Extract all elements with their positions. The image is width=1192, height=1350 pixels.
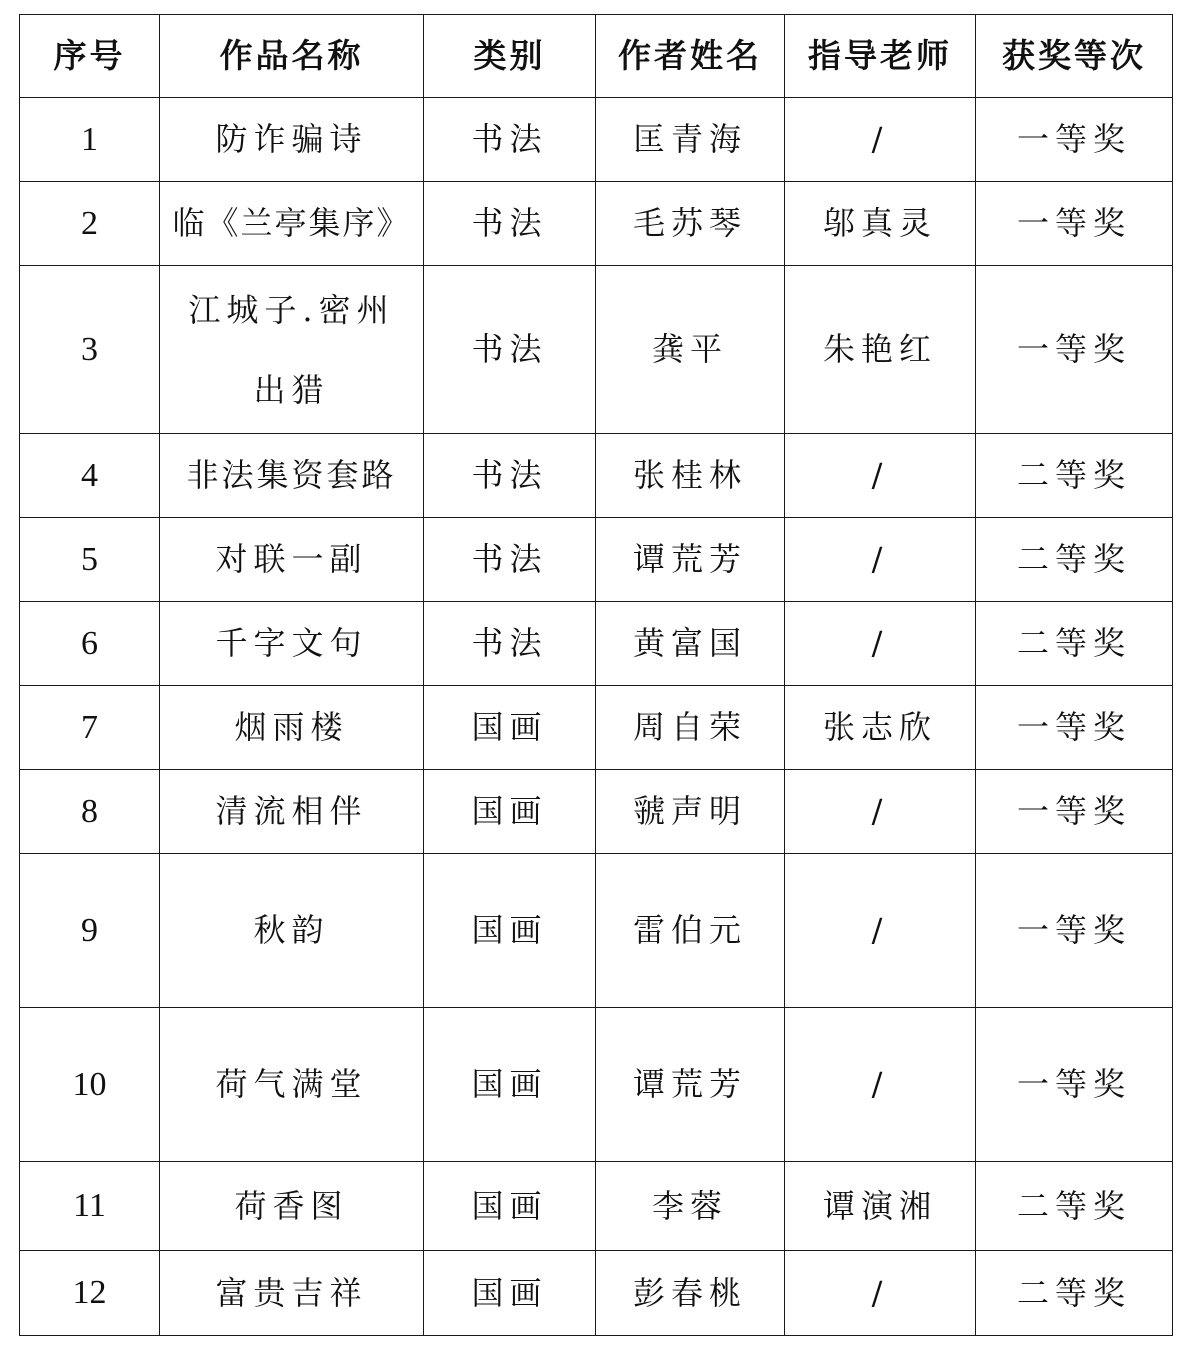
cell-teacher: / [785,602,976,686]
cell-title: 富贵吉祥 [160,1251,424,1336]
header-teacher: 指导老师 [785,15,976,98]
cell-teacher: / [785,434,976,518]
cell-category: 书法 [424,98,596,182]
cell-award: 二等奖 [976,1162,1173,1251]
cell-title: 荷气满堂 [160,1008,424,1162]
header-author: 作者姓名 [596,15,785,98]
cell-author: 黄富国 [596,602,785,686]
cell-award: 二等奖 [976,518,1173,602]
awards-table [19,14,1173,1336]
cell-award: 二等奖 [976,602,1173,686]
cell-no: 10 [20,1008,160,1162]
cell-title: 临《兰亭集序》 [160,182,424,266]
cell-category: 国画 [424,1008,596,1162]
table-row [20,182,1173,266]
cell-no: 7 [20,686,160,770]
cell-author: 毛苏琴 [596,182,785,266]
cell-teacher: / [785,854,976,1008]
cell-category: 国画 [424,686,596,770]
cell-author: 匡青海 [596,98,785,182]
header-award: 获奖等次 [976,15,1173,98]
cell-author: 李蓉 [596,1162,785,1251]
cell-teacher: / [785,1251,976,1336]
cell-author: 谭荒芳 [596,518,785,602]
cell-title: 烟雨楼 [160,686,424,770]
cell-category: 国画 [424,854,596,1008]
cell-category: 国画 [424,770,596,854]
cell-category: 书法 [424,266,596,434]
cell-author: 张桂林 [596,434,785,518]
cell-author: 雷伯元 [596,854,785,1008]
header-category: 类别 [424,15,596,98]
cell-title: 非法集资套路 [160,434,424,518]
cell-author: 谭荒芳 [596,1008,785,1162]
cell-no: 4 [20,434,160,518]
cell-teacher: / [785,98,976,182]
cell-no: 11 [20,1162,160,1251]
cell-teacher: 张志欣 [785,686,976,770]
cell-no: 6 [20,602,160,686]
cell-no: 3 [20,266,160,434]
cell-title: 江城子.密州出猎 [160,266,424,434]
cell-award: 二等奖 [976,1251,1173,1336]
cell-award: 一等奖 [976,1008,1173,1162]
cell-teacher: 朱艳红 [785,266,976,434]
header-title: 作品名称 [160,15,424,98]
cell-author: 龚平 [596,266,785,434]
table-row [20,854,1173,1008]
table-row [20,1162,1173,1251]
cell-title: 秋韵 [160,854,424,1008]
cell-author: 周自荣 [596,686,785,770]
cell-no: 9 [20,854,160,1008]
table-row [20,1251,1173,1336]
cell-no: 8 [20,770,160,854]
cell-title: 千字文句 [160,602,424,686]
cell-title: 防诈骗诗 [160,98,424,182]
cell-category: 国画 [424,1162,596,1251]
table-row [20,686,1173,770]
cell-no: 12 [20,1251,160,1336]
cell-title: 对联一副 [160,518,424,602]
cell-teacher: / [785,770,976,854]
table-row [20,434,1173,518]
cell-no: 2 [20,182,160,266]
cell-award: 一等奖 [976,770,1173,854]
cell-teacher: 谭演湘 [785,1162,976,1251]
table-row [20,1008,1173,1162]
cell-category: 书法 [424,182,596,266]
cell-category: 书法 [424,434,596,518]
cell-award: 一等奖 [976,686,1173,770]
table-row [20,98,1173,182]
table-row [20,266,1173,434]
cell-award: 一等奖 [976,266,1173,434]
cell-author: 虢声明 [596,770,785,854]
cell-award: 二等奖 [976,434,1173,518]
cell-title: 清流相伴 [160,770,424,854]
cell-category: 书法 [424,602,596,686]
header-row [20,15,1173,98]
cell-teacher: / [785,1008,976,1162]
cell-award: 一等奖 [976,182,1173,266]
cell-author: 彭春桃 [596,1251,785,1336]
table-row [20,518,1173,602]
cell-category: 书法 [424,518,596,602]
table-row [20,770,1173,854]
cell-no: 1 [20,98,160,182]
cell-category: 国画 [424,1251,596,1336]
header-no: 序号 [20,15,160,98]
cell-award: 一等奖 [976,854,1173,1008]
cell-title: 荷香图 [160,1162,424,1251]
cell-teacher: / [785,518,976,602]
table-row [20,602,1173,686]
cell-teacher: 邬真灵 [785,182,976,266]
cell-no: 5 [20,518,160,602]
cell-award: 一等奖 [976,98,1173,182]
